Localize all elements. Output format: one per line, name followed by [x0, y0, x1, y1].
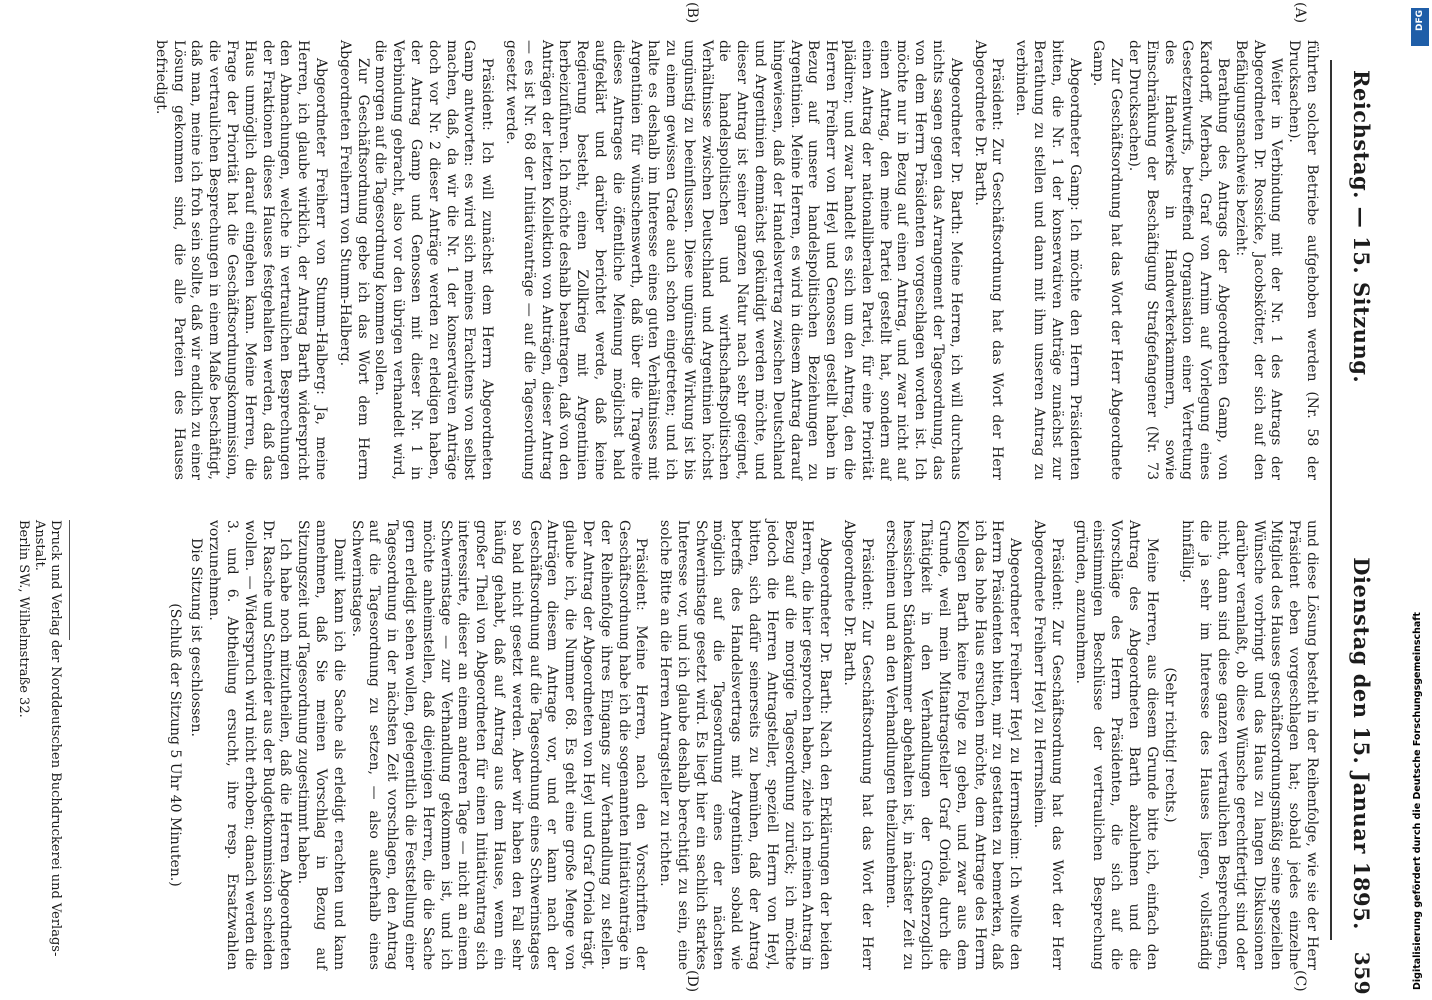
margin-marker-d: (D) — [684, 970, 700, 993]
paragraph: und diese Lösung besteht in der Reihenfolge, wie sie der Herr Präsident eben vorgeschlagen hat; sobald jedes einzelne Mitglied des Hauses geschäftsordnungsmäßig seine speziellen Wünsche vorbringt und das Haus zu langen Diskussionen darüber veranlaßt, ob diese Wünsche gerechtfertigt sind oder nicht, dann sind diese ganzen vertraulichen Besprechungen, die ja sehr im Interesse des Hauses liegen, vollständig hinfällig. — [1179, 520, 1320, 970]
imprint-rule — [69, 520, 70, 640]
header-left: Reichstag. — 15. Sitzung. — [1349, 70, 1374, 384]
dfg-logo-icon — [1411, 8, 1429, 46]
margin-marker-c: (C) — [1292, 970, 1308, 992]
margin-marker-a: (A) — [1292, 2, 1308, 24]
paragraph: Abgeordneter Gamp: Ich möchte den Herrn Präsidenten bitten, die Nr. 1 der konservativen Anträge zunächst zur Berathung zu stellen und dann mit ihm unseren Antrag zu verbinden. — [1013, 40, 1083, 480]
imprint-line: Berlin SW., Wilhelmstraße 32. — [16, 520, 31, 718]
paragraph: Abgeordneter Freiherr Heyl zu Herrnsheim: Ich wollte den Herrn Präsidenten bitten, mir zu gestatten zu bemerken, daß ich das hohe Haus ersuchen möchte, dem Antrage des Herrn Kollegen Barth keine Folge zu geben, und zwar aus dem Grunde, weil mein Mitantragsteller Graf Oriola, durch die Thätigkeit in den Verhandlungen der Großherzoglich hessischen Ständekammer abgehalten ist, in nächster Zeit zu erscheinen und an den Verhandlungen theilzunehmen. — [882, 520, 1024, 970]
page-number: 359 — [1350, 951, 1374, 995]
margin-marker-b: (B) — [684, 2, 700, 24]
paragraph: führten solcher Betriebe aufgehoben werden (Nr. 58 der Drucksachen). — [1286, 40, 1320, 480]
paragraph: Zur Geschäftsordnung hat das Wort der Herr Abgeordnete Gamp. — [1090, 40, 1125, 480]
paragraph: Abgeordneter Dr. Barth: Nach den Erklärungen der beiden Herren, die hier gesprochen haben, ziehe ich meinen Antrag in Bezug auf die morgige Tagesordnung zurück; ich möchte jedoch die Herren Antragsteller, speziell Herrn von Heyl, bitten, sich dafür seinerseits zu bemühen, daß der Antrag betreffs des Handelsvertrags mit Argentinien sobald wie möglich auf die Tagesordnung eines der nächsten Schwerinstage gesetzt wird. Es liegt hier ein sachlich starkes Interesse vor, und ich glaube deshalb berechtigt zu sein, eine solche Bitte an die Herren Antragsteller zu richten. — [657, 520, 834, 971]
left-column — [151, 40, 1320, 480]
paragraph: Abgeordneter Freiherr von Stumm-Halberg: Ja, meine Herren, ich glaube wirklich, der Antrag Barth widerspricht den Abmachungen, welche in vertraulichen Besprechungen der Fraktionen dieses Hauses festgehalten werden, daß das Haus unmöglich darauf eingehen kann. Meine Herren, die Frage der Priorität hat die Geschäftsordnungskommission, die vertraulichen Besprechungen in einem Maße beschäftigt, daß man, meine ich froh sein sollte, daß wir endlich zu einer Lösung gekommen sind, die alle Parteien des Hauses befriedigt. — [152, 40, 329, 480]
paragraph: Präsident: Meine Herren, nach den Vorschriften der Geschäftsordnung habe ich die sogenannten Initiativanträge in der Reihenfolge ihres Eingangs zur Verhandlung zu stellen. Der Antrag der Abgeordneten von Heyl und Graf Oriola trägt, glaube ich, die Nummer 68. Es geht eine große Menge von Anträgen diesem Antrage vor, und er kann nach der Geschäftsordnung auf die Tagesordnung eines Schwerinstages so bald nicht gesetzt werden. Aber wir haben den Fall sehr häufig gehabt, daß auf Antrag aus dem Hause, wenn ein großer Theil von Abgeordneten für einen Initiativantrag sich interessirte, dieser an einem anderen Tage — nicht an einem Schwerinstage — zur Verhandlung gekommen ist, und ich möchte anheimstellen, daß diejenigen Herren, die die Sache gern erledigt sehen wollen, gelegentlich die Feststellung einer Tagesordnung in der nächsten Zeit vorschlagen, den Antrag auf die Tagesordnung zu setzen, — also außerhalb eines Schwerinstages. — [348, 520, 650, 970]
right-column — [165, 520, 1320, 970]
dfg-logo-text: DFG — [1415, 10, 1425, 32]
paragraph: Abgeordneter Dr. Barth: Meine Herren, ich will durchaus nichts sagen gegen das Arrangement der Tagesordnung, das von dem Herrn Präsidenten vorgeschlagen worden ist. Ich möchte nur in Bezug auf einen Antrag, und zwar nicht auf einen Antrag, den meine Partei gestellt hat, sondern auf einen Antrag der nationalliberalen Partei, für eine Priorität plädiren; und zwar handelt es sich um den Antrag, den die Herren Freiherr von Heyl und Genossen gestellt haben in Bezug auf unsere handelspolitischen Beziehungen zu Argentinien. Meine Herren, es wird in diesem Antrag darauf hingewiesen, daß der Handelsvertrag zwischen Deutschland und Argentinien demnächst gekündigt werden möchte, und dieser Antrag ist seiner ganzen Natur nach sehr geeignet, die handelspolitischen und wirthschaftspolitischen Verhältnisse zwischen Deutschland und Argentinien höchst ungünstig zu beeinflussen. Diese ungünstige Wirkung ist bis zu einem gewissen Grade auch schon eingetreten; und ich halte es deshalb im Interesse eines guten Verhältnisses mit Argentinien für wünschenswerth, daß über die Tragweite dieses Antrages die öffentliche Meinung möglichst bald aufgeklärt und darüber berichtet werde, daß keine Regierung besteht, einen Zollkrieg mit Argentinien herbeizuführen. Ich möchte deshalb beantragen, daß von den Anträgen der letzten Kollektion von Anträgen, dieser Antrag — es ist Nr. 68 der Initiativanträge — auf die Tagesordnung gesetzt werde. — [502, 40, 964, 480]
imprint — [15, 520, 70, 960]
imprint-line: Druck und Verlag der Norddeutschen Buchdruckerei und Verlags-Anstalt. — [32, 520, 63, 957]
paragraph: Berathung des Antrags der Abgeordneten Gamp, von Kardorff, Merbach, Graf von Arnim auf Vorlegung eines Gesetzentwurfs, betreffend Organisation einer Vertretung des Handwerks in Handwerkerkammern, sowie Einschränkung der Beschäftigung Strafgefangener (Nr. 73 der Drucksachen). — [1126, 40, 1232, 480]
paragraph: Zur Geschäftsordnung gebe ich das Wort dem Herrn Abgeordneten Freiherrn von Stumm-Halberg. — [336, 40, 371, 480]
paragraph: Präsident: Zur Geschäftsordnung hat das Wort der Herr Abgeordnete Dr. Barth. — [971, 40, 1006, 480]
header-rule — [1330, 60, 1332, 940]
paragraph: Ich habe noch mitzutheilen, daß die Herren Abgeordneten Dr. Rasche und Schneider aus der Budgetkommission scheiden wollen. — Widerspruch wird nicht erhoben; danach werden die 3. und 6. Abtheilung ersucht, ihre resp. Ersatzwahlen vorzunehmen. — [206, 520, 294, 970]
dfg-strip — [1408, 0, 1432, 1000]
paragraph: Präsident: Zur Geschäftsordnung hat das Wort der Herr Abgeordnete Dr. Barth. — [841, 520, 875, 970]
paragraph: Damit kann ich die Sache als erledigt erachten und kann annehmen, daß Sie meinen Vorschlag in Bezug auf Sitzungszeit und Tagesordnung zugestimmt haben. — [295, 520, 347, 970]
page-header — [1338, 0, 1382, 1000]
dfg-credit: Digitalisierung gefördert durch die Deutsche Forschungsgemeinschaft — [1412, 612, 1423, 990]
interjection: (Sehr richtig! rechts.) — [1161, 667, 1178, 823]
paragraph: Meine Herren, aus diesem Grunde bitte ich, einfach den Antrag des Abgeordneten Barth abzulehnen und die Vorschläge des Herrn Präsidenten, die sich auf die einstimmigen Beschlüsse der vertraulichen Besprechung gründen, anzunehmen. — [1072, 520, 1160, 970]
paragraph: Die Sitzung ist geschlossen. — [188, 538, 205, 738]
header-right: Dienstag den 15. Januar 1895. — [1349, 557, 1374, 930]
paragraph: Präsident: Ich will zunächst dem Herrn Abgeordneten Gamp antworten: es wird sich meines Erachtens von selbst machen, daß, da wir die Nr. 1 der konservativen Anträge doch vor Nr. 2 dieser Anträge werden zu erledigen haben, der Antrag Gamp und Genossen mit dieser Nr. 1 in Verbindung gebracht, also vor den übrigen verhandelt wird, die morgen auf die Tagesordnung kommen sollen. — [372, 40, 496, 480]
closing-line: (Schluß der Sitzung 5 Uhr 40 Minuten.) — [166, 603, 183, 887]
paragraph: Weiter in Verbindung mit der Nr. 1 des Antrags der Abgeordneten Dr. Rossicke, Jacobskötter, der sich auf den Befähigungsnachweis bezieht: — [1232, 40, 1285, 480]
paragraph: Präsident: Zur Geschäftsordnung hat das Wort der Herr Abgeordnete Freiherr Heyl zu Herrnsheim. — [1031, 520, 1065, 970]
